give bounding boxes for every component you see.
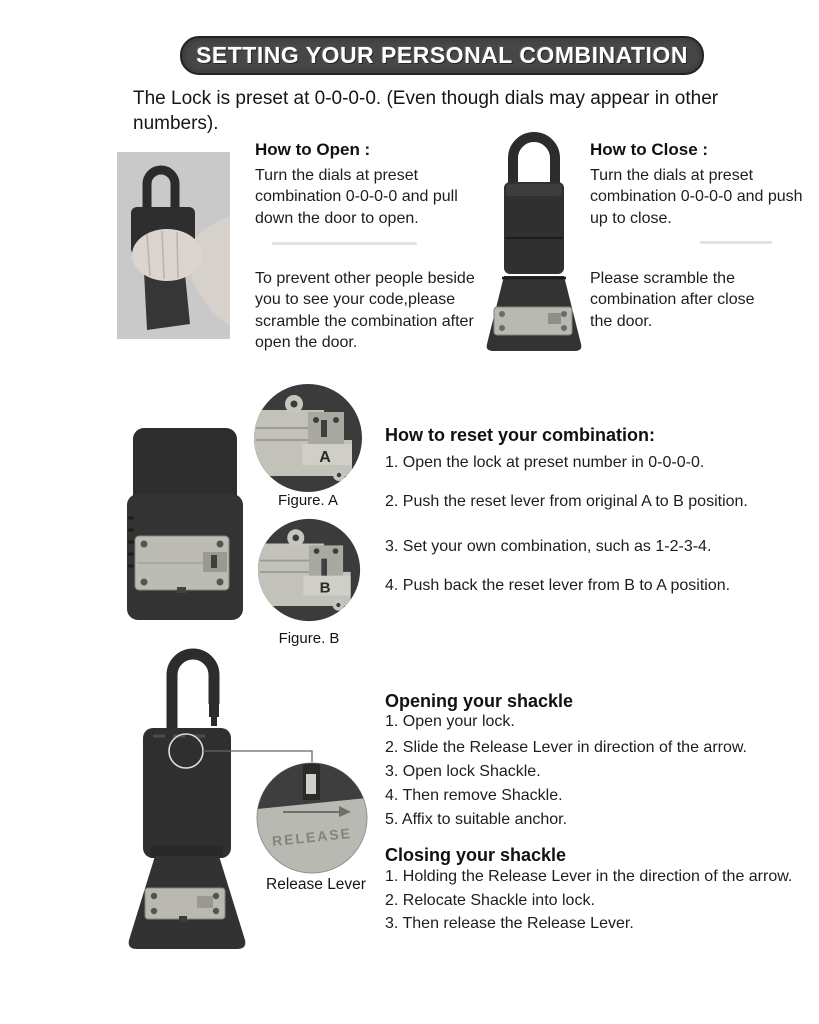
housing-screw: [333, 417, 339, 423]
hand-holding-lock-photo: [117, 152, 230, 339]
reset-step-4: 4. Push back the reset lever from B to A position.: [385, 577, 731, 594]
housing-screw: [314, 548, 320, 554]
opening-step-1: 1. Open your lock.: [385, 713, 515, 730]
reset-step-1: 1. Open the lock at preset number in 0-0-0-0.: [385, 454, 705, 471]
plate-notch: [179, 916, 187, 922]
reset-lever: [211, 555, 217, 568]
opening-step-4: 4. Then remove Shackle.: [385, 787, 563, 804]
corner-screw-hole: [336, 603, 340, 607]
how-to-open-note: To prevent other people beside you to see your code,please scramble the combination after open the door.: [255, 270, 475, 352]
page-title: SETTING YOUR PERSONAL COMBINATION: [196, 42, 688, 68]
reset-step-3: 3. Set your own combination, such as 1-2-3-4.: [385, 538, 712, 555]
how-to-close-heading: How to Close :: [590, 140, 709, 159]
reset-heading: How to reset your combination:: [385, 425, 656, 445]
plate-screw: [141, 579, 148, 586]
lockbox-front-figure: [480, 130, 588, 358]
plate-screw: [151, 908, 157, 914]
figure-b-image: [256, 517, 362, 623]
plate-screw: [561, 325, 567, 331]
release-lever-caption: Release Lever: [266, 876, 366, 893]
screw-hole: [291, 401, 298, 408]
housing-screw: [313, 417, 319, 423]
opening-step-5: 5. Affix to suitable anchor.: [385, 811, 568, 828]
plate-screw: [499, 311, 505, 317]
plate-screw: [141, 541, 148, 548]
lock-top-band: [506, 184, 562, 196]
screw-hole: [292, 535, 299, 542]
reset-step-2: 2. Push the reset lever from original A to B position.: [385, 493, 748, 510]
closing-step-3: 3. Then release the Release Lever.: [385, 915, 634, 932]
figure-a-caption: Figure. A: [277, 492, 339, 509]
lock-shackle: [513, 137, 555, 188]
shackle-tip-end: [211, 717, 217, 726]
intro-paragraph: The Lock is preset at 0-0-0-0. (Even though dials may appear in other numbers).: [133, 88, 719, 135]
how-to-open-heading: How to Open :: [255, 140, 371, 159]
position-a-label: A: [319, 449, 331, 466]
closing-step-2: 2. Relocate Shackle into lock.: [385, 892, 595, 909]
how-to-close-body: Turn the dials at preset combination 0-0-0-0 and push up to close.: [590, 167, 803, 227]
title-banner: [180, 36, 704, 75]
housing-screw: [333, 548, 339, 554]
plate-screw: [217, 579, 224, 586]
opening-step-2: 2. Slide the Release Lever in direction of the arrow.: [385, 739, 747, 756]
how-to-close-note: Please scramble the combination after close the door.: [590, 270, 755, 330]
shackle-release-figure: [125, 648, 375, 960]
plate-screw: [499, 325, 505, 331]
lock-body: [143, 728, 231, 858]
hand-fist: [132, 229, 202, 281]
corner-screw-hole: [337, 473, 341, 477]
plate-screw: [561, 311, 567, 317]
figure-a-image: [252, 382, 364, 494]
reset-lever: [321, 420, 327, 437]
closing-step-1: 1. Holding the Release Lever in the direction of the arrow.: [385, 868, 793, 885]
plate-latch: [197, 896, 213, 908]
faint-print-artifact: [272, 242, 417, 245]
plate-latch: [548, 313, 561, 324]
open-lockbox-figure: [125, 426, 245, 622]
plate-screw: [213, 893, 219, 899]
opening-shackle-heading: Opening your shackle: [385, 691, 574, 711]
closing-shackle-heading: Closing your shackle: [385, 845, 567, 865]
release-engraving: RELEASE: [271, 824, 353, 850]
faint-print-artifact: [700, 241, 772, 244]
shackle-tip: [209, 704, 219, 717]
plate-notch: [177, 587, 186, 593]
position-b-label: B: [319, 579, 331, 597]
figure-b-caption: Figure. B: [278, 630, 340, 647]
release-lever-button: [306, 774, 316, 794]
reset-lever: [321, 559, 327, 578]
how-to-open-body: Turn the dials at preset combination 0-0-0-0 and pull down the door to open.: [255, 167, 458, 227]
plate-screw: [217, 541, 224, 548]
plate-screw: [151, 893, 157, 899]
opening-step-3: 3. Open lock Shackle.: [385, 763, 541, 780]
plate-screw: [213, 908, 219, 914]
open-shackle: [172, 654, 214, 734]
